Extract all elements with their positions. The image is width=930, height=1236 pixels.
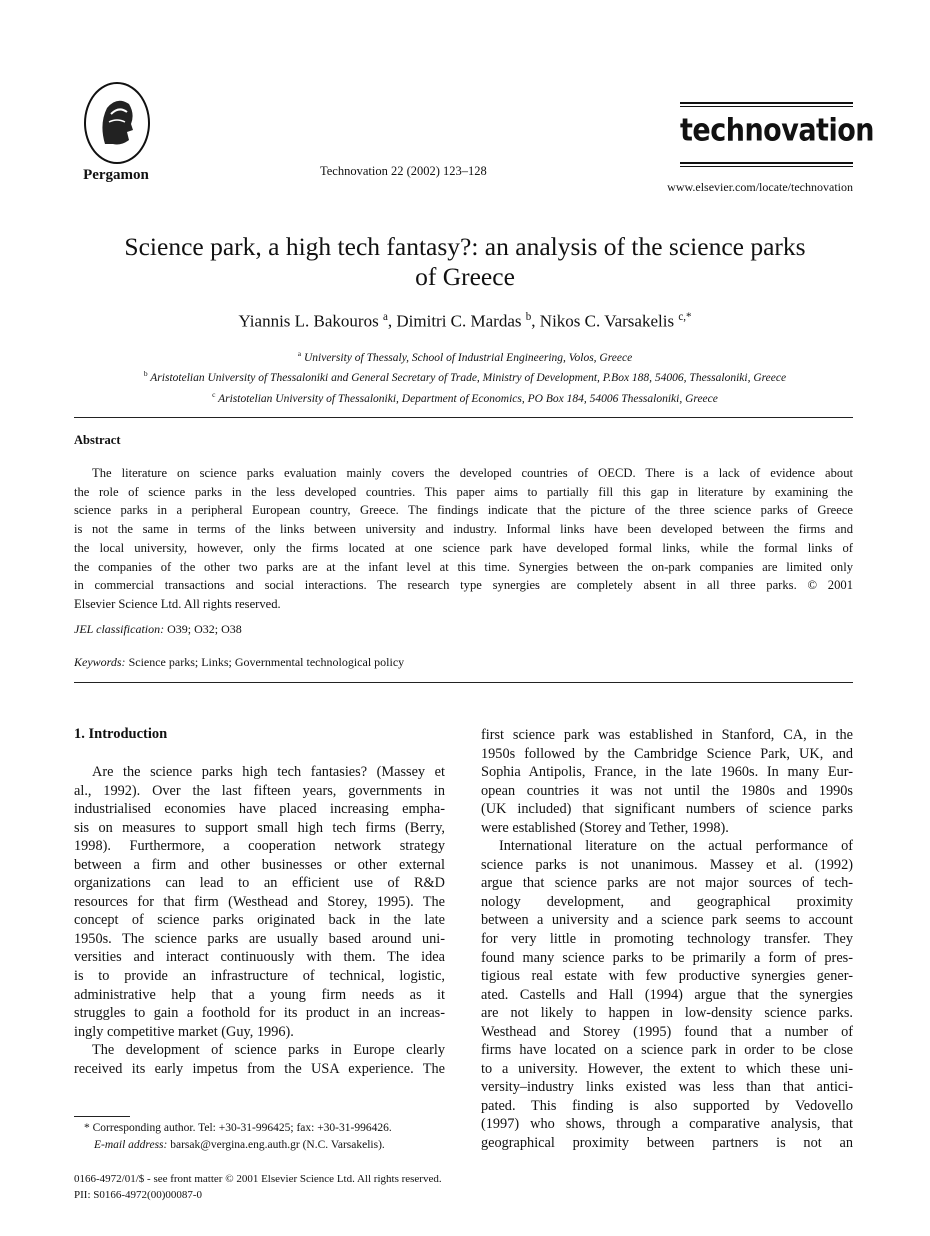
text-line: ingly competitive market (Guy, 1996). (74, 1023, 294, 1040)
affiliation: $^b$ Aristotelian University of Thessaloniki and General Secretary of Trade, Ministry of Development, P.Box 188, 54006, Thessaloniki, Greece (143, 369, 787, 385)
left-column-text (74, 763, 445, 1078)
text-line: Elsevier Science Ltd. All rights reserved. (74, 596, 281, 611)
journal-url[interactable]: www.elsevier.com/locate/technovation (667, 180, 853, 194)
divider (74, 417, 853, 418)
text-line: struggles to gain a foothold for its product in an increas- (74, 1005, 445, 1022)
author: Dimitri C. Mardas (396, 311, 522, 331)
text-line: industrialised economies have placed increasing empha- (74, 801, 445, 818)
text-line: 1950s followed by the Cambridge Science Park, UK, and (481, 745, 853, 762)
email: E-mail address: barsak@vergina.eng.auth.gr (N.C. Varsakelis). (94, 1139, 385, 1151)
text-line: science parks in a peripheral European country, Greece. The findings indicate that the picture of the three science parks of Greece (74, 503, 853, 518)
author-mark: b (525, 311, 532, 323)
text-line: is to provide an infrastructure of technical, logistic, (74, 968, 445, 985)
text-line: geographical proximity between partners is not an (481, 1135, 853, 1152)
text-line: argue that science parks are not major sources of tech- (481, 875, 853, 892)
text-line: nology development, and geographical proximity (481, 893, 853, 910)
text-line: organizations can lead to an efficient use of R&D (74, 875, 445, 892)
text-line: were established (Storey and Tether, 1998). (481, 819, 729, 836)
paper-title (60, 232, 870, 292)
text-line: is not the same in terms of the links between university and industry. Informal links have been developed between the firms and (74, 522, 853, 537)
title-line: of Greece (415, 262, 515, 291)
text-line: in commercial transactions and social interactions. The research type synergies are completely absent in all three parks. © 2001 (74, 578, 853, 593)
text-line: (UK included) that significant numbers of science parks (481, 801, 853, 818)
journal-reference: Technovation 22 (2002) 123–128 (320, 164, 487, 178)
text-line: The literature on science parks evaluation mainly covers the developed countries of OECD. There is a lack of evidence about (92, 466, 853, 480)
text-line: resources for that firm (Westhead and Storey, 1995). The (74, 893, 445, 910)
helmeted-head-icon (84, 82, 150, 164)
text-line: firms have located on a science park in order to be close (481, 1042, 853, 1059)
copyright-info (74, 1171, 442, 1203)
journal-logo (680, 100, 874, 169)
text-line: pated. This finding is also supported by Vedovello (481, 1097, 853, 1114)
text-line: (1997) who shows, through a comparative analysis, that (481, 1116, 853, 1133)
text-line: versity–industry links existed was less than that antici- (481, 1079, 853, 1096)
author-list: Yiannis L. Bakouros $^a$, Dimitri C. Mardas $^b$, Nikos C. Varsakelis $^{c,*}$ (238, 311, 692, 331)
jel-classification: JEL classification: O39; O32; O38 (74, 622, 242, 636)
section-heading: 1. Introduction (74, 726, 168, 742)
affiliation: $^c$ Aristotelian University of Thessaloniki, Department of Economics, PO Box 184, 54006 Thessaloniki, Greece (212, 389, 718, 405)
footnote-divider (74, 1116, 130, 1117)
text-line: received its early impetus from the USA experience. The (74, 1060, 445, 1077)
text-line: concept of science parks originated back in the late (74, 912, 445, 929)
affiliations (60, 346, 870, 407)
text-line: are not likely to happen in low-density science parks. (481, 1005, 853, 1022)
text-line: Sophia Antipolis, France, in the late 1960s. In many Eur- (481, 764, 853, 781)
text-line: between a firm and other businesses or other external (74, 856, 445, 873)
abstract-text (74, 464, 853, 614)
text-line: to a university. However, the extent to which these uni- (481, 1060, 853, 1077)
text-line: the companies of the other two parks are at the infant level at this time. Synergies between the on-park companies are limited only (74, 559, 853, 574)
journal-name: technovation (680, 112, 874, 149)
affiliation: $^a$ University of Thessaly, School of Industrial Engineering, Volos, Greece (297, 349, 633, 364)
text-line: sis on measures to support small high tech firms (Berry, (74, 819, 445, 836)
author: Nikos C. Varsakelis (539, 311, 675, 331)
keywords: Keywords: Science parks; Links; Governmental technological policy (74, 655, 405, 669)
right-column-text (481, 726, 853, 1153)
pii-line: PII: S0166-4972(00)00087-0 (74, 1189, 203, 1201)
text-line: al., 1992). Over the last fifteen years, governments in (74, 782, 445, 799)
title-line: Science park, a high tech fantasy?: an analysis of the science parks (124, 232, 806, 261)
author-mark: a (382, 311, 388, 323)
text-line: International literature on the actual performance of (499, 838, 853, 855)
text-line: versities and interact continuously with them. The idea (74, 949, 445, 966)
text-line: tigious real estate with few productive synergies gener- (481, 968, 853, 985)
text-line: the role of science parks in the less developed countries. This paper aims to partially fill this gap in literature by examining the (74, 484, 853, 499)
text-line: 1950s. The science parks are usually based around uni- (74, 930, 445, 947)
text-line: administrative help that a young firm needs as it (74, 986, 445, 1003)
text-line: first science park was established in Stanford, CA, in the (481, 727, 853, 743)
publisher-name: Pergamon (83, 167, 149, 183)
text-line: ated. Castells and Hall (1994) argue that the synergies (481, 986, 853, 1003)
text-line: 1998). Furthermore, a cooperation network strategy (74, 838, 445, 855)
text-line: Westhead and Storey (1995) found that a number of (481, 1023, 853, 1040)
author-mark: c,* (678, 311, 692, 323)
text-line: Are the science parks high tech fantasies? (Massey et (92, 764, 445, 780)
publisher-logo (78, 82, 154, 184)
text-line: science parks is not unanimous. Massey et al. (1992) (481, 856, 853, 873)
footnote (74, 1120, 454, 1154)
text-line: between a university and a science park seems to account (481, 912, 853, 929)
text-line: the local university, however, only the firms located at one science park have developed formal links, while the formal links of (74, 540, 853, 555)
text-line: for very little in promoting technology transfer. They (481, 931, 853, 948)
abstract-heading: Abstract (74, 433, 121, 447)
author: Yiannis L. Bakouros (238, 311, 379, 331)
text-line: opean countries it was not until the 1980s and 1990s (481, 782, 853, 799)
text-line: found many science parks to be primarily a form of pres- (481, 949, 853, 966)
divider (74, 682, 853, 683)
copyright-line: 0166-4972/01/$ - see front matter © 2001 Elsevier Science Ltd. All rights reserved. (74, 1173, 442, 1185)
corresponding-author: * Corresponding author. Tel: +30-31-996425; fax: +30-31-996426. (84, 1122, 392, 1134)
text-line: The development of science parks in Europe clearly (92, 1042, 445, 1059)
